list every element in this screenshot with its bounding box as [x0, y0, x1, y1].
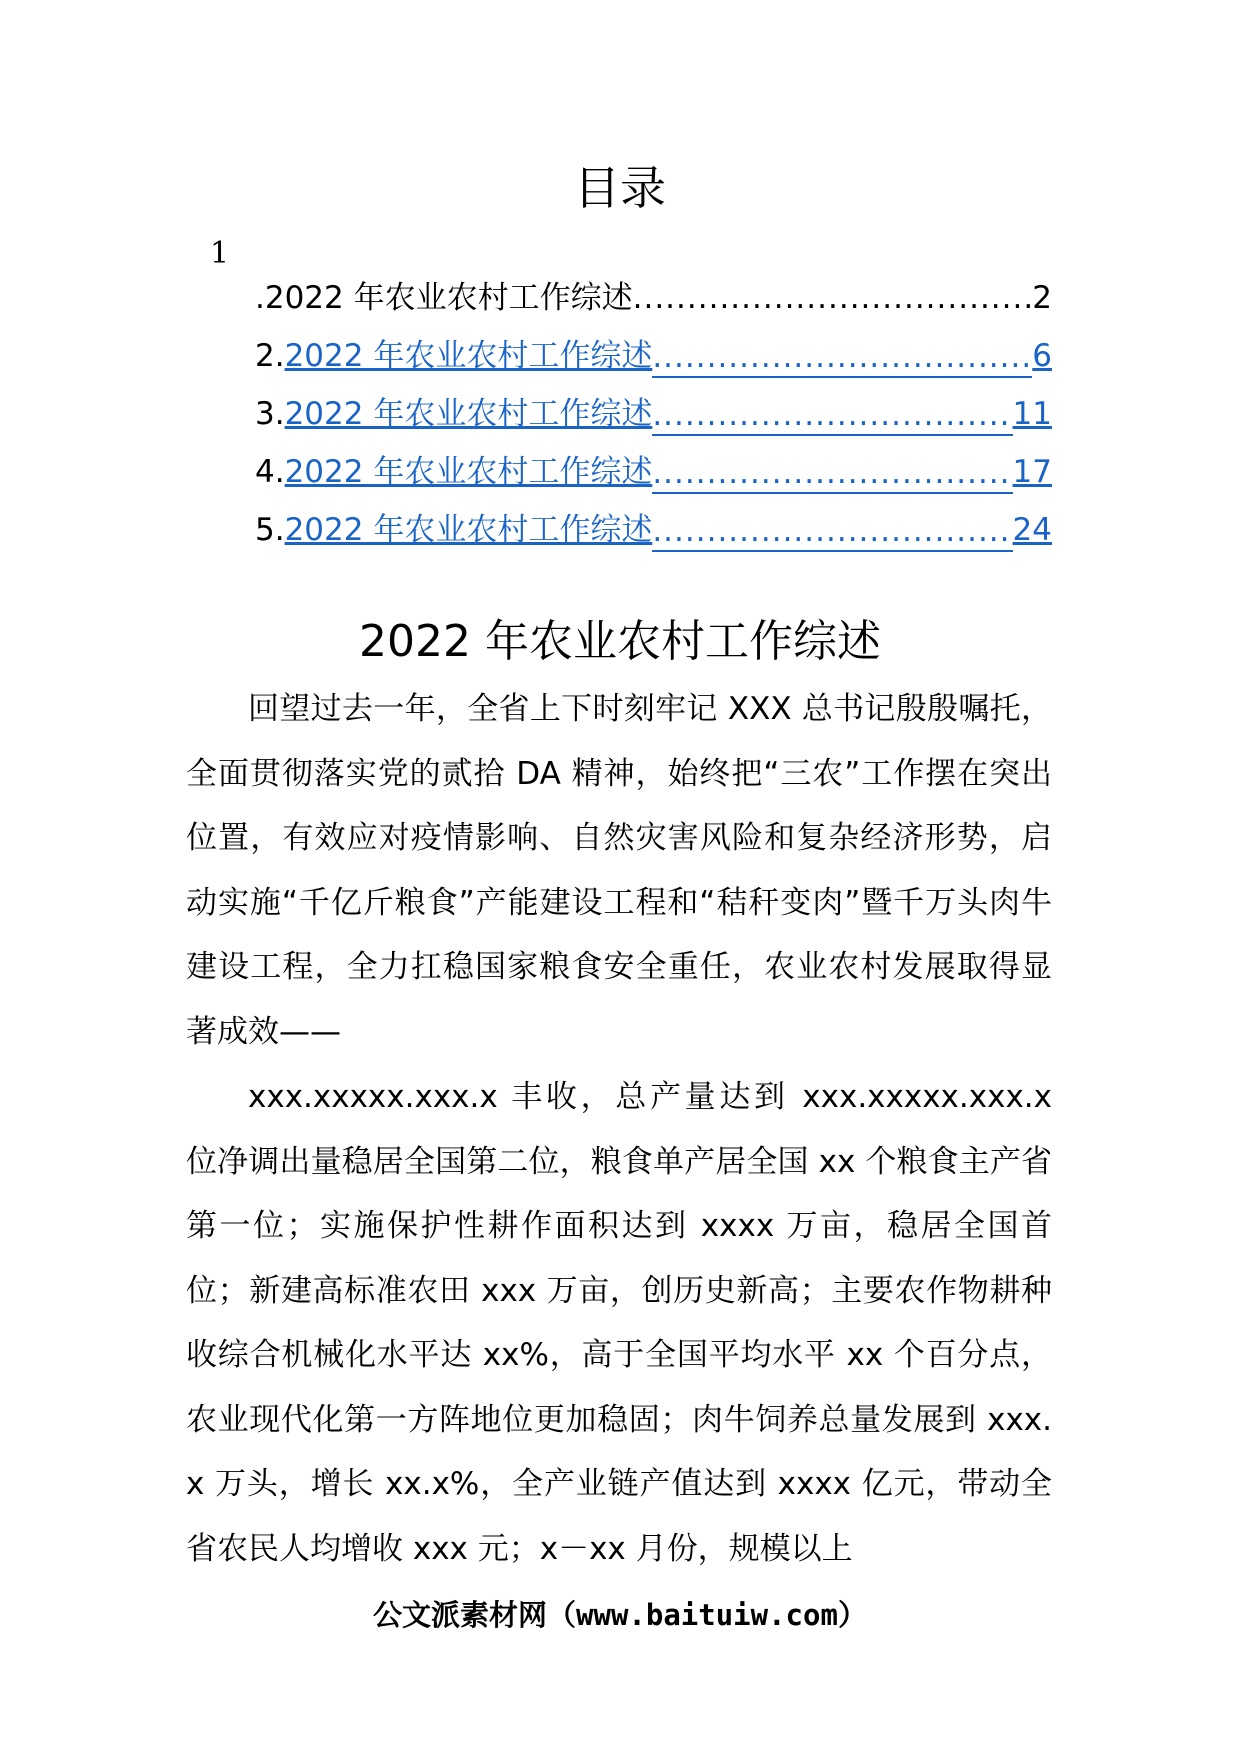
- footer-site-name: 公文派素材网: [373, 1598, 548, 1632]
- toc-entry-link[interactable]: 2022 年农业农村工作综述: [284, 338, 653, 374]
- toc-stray-mark: 1: [210, 236, 230, 271]
- toc-entry-4[interactable]: [255, 444, 1052, 494]
- body-paragraph-2: xxx.xxxxx.xxx.x 丰收，总产量达到 xxx.xxxxx.xxx.x 位净调出量稳居全国第二位，粮食单产居全国 xx 个粮食主产省第一位；实施保护性耕作面积达到 xxxx 万亩，稳居全国首位；新建高标准农田 xxx 万亩，创历史新高；主要农作物耕种收综合机械化水平达 xx%，高于全国平均水平 xx 个百分点，农业现代化第一方阵地位更加稳固；肉牛饲养总量发展到 xxx.x 万头，增长 xx.x%，全产业链产值达到 xxxx 亿元，带动全省农民人均增收 xxx 元；x－xx 月份，规模以上: [186, 1079, 1052, 1567]
- toc-entry-3[interactable]: [255, 386, 1052, 436]
- toc-entry-number: 5.: [255, 512, 285, 548]
- toc-entry-number: .: [255, 280, 265, 316]
- body-paragraph-1: 回望过去一年，全省上下时刻牢记 XXX 总书记殷殷嘱托，全面贯彻落实党的贰拾 DA 精神，始终把“三农”工作摆在突出位置，有效应对疫情影响、自然灾害风险和复杂经济形势，启动实施“千亿斤粮食”产能建设工程和“秸秆变肉”暨千万头肉牛建设工程，全力扛稳国家粮食安全重任，农业农村发展取得显著成效——: [186, 691, 1052, 1050]
- toc-entry-link[interactable]: 2022 年农业农村工作综述: [284, 512, 653, 548]
- toc-entry-page[interactable]: 6: [1032, 338, 1052, 374]
- toc-entry-5[interactable]: [255, 502, 1052, 552]
- toc-entry-link[interactable]: 2022 年农业农村工作综述: [284, 454, 653, 490]
- toc-entry-page[interactable]: 17: [1012, 454, 1052, 490]
- toc-title: 目录: [574, 161, 666, 215]
- toc-leader-dots[interactable]: [652, 454, 1012, 494]
- document-title: 2022 年农业农村工作综述: [359, 616, 881, 667]
- toc-entry-1[interactable]: [255, 270, 1052, 320]
- footer-url: （www.baituiw.com）: [547, 1598, 867, 1632]
- toc-entry-page[interactable]: 11: [1012, 396, 1052, 432]
- toc-leader-dots[interactable]: [652, 338, 1032, 378]
- toc-leader-dots[interactable]: [652, 396, 1012, 436]
- toc-entry-number: 4.: [255, 454, 285, 490]
- toc-entry-page[interactable]: 24: [1012, 512, 1052, 548]
- toc-entry-number: 2.: [255, 338, 285, 374]
- toc-entry-link[interactable]: 2022 年农业农村工作综述: [284, 396, 653, 432]
- toc-leader-dots[interactable]: [652, 512, 1012, 552]
- toc-entry-2[interactable]: [255, 328, 1052, 378]
- toc-entry-page: 2: [1032, 280, 1052, 316]
- page-footer: [0, 1593, 1240, 1637]
- toc-entry-number: 3.: [255, 396, 285, 432]
- toc-entry-text: 2022 年农业农村工作综述: [264, 280, 633, 316]
- toc-leader-dots: [633, 276, 1033, 320]
